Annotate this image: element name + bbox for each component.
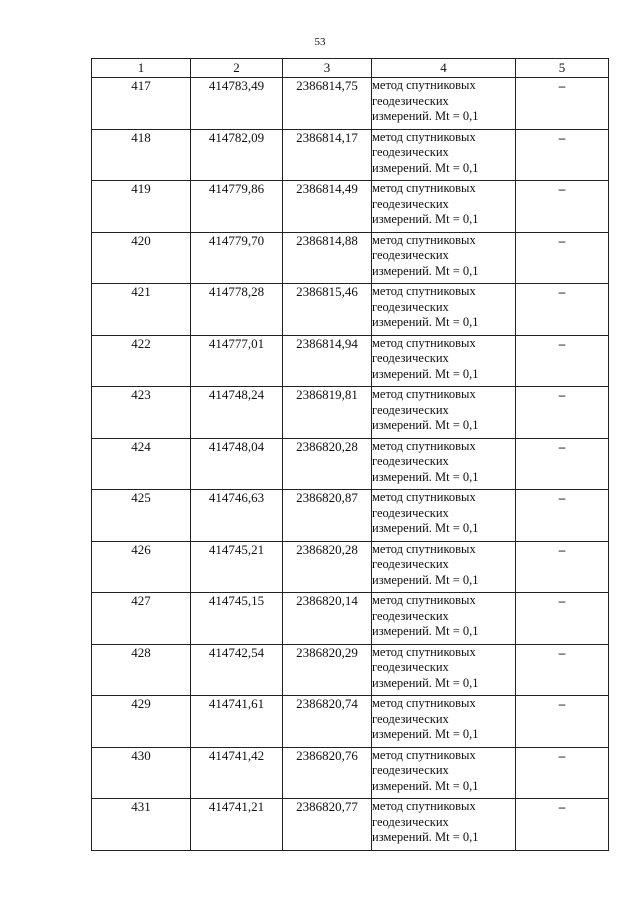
method-cell — [372, 490, 516, 542]
method-line: метод спутниковых — [372, 644, 476, 659]
x-coordinate-cell: 414779,70 — [191, 232, 283, 284]
y-coordinate-cell: 2386820,29 — [283, 644, 372, 696]
table-row — [92, 78, 609, 130]
y-coordinate-cell: 2386819,81 — [283, 387, 372, 439]
note-cell: – — [516, 541, 609, 593]
note-cell: – — [516, 387, 609, 439]
y-coordinate-cell: 2386820,14 — [283, 593, 372, 645]
point-number-cell: 419 — [92, 181, 191, 233]
method-line: измерений. Mt = 0,1 — [372, 830, 479, 844]
point-number-cell: 424 — [92, 438, 191, 490]
x-coordinate-cell: 414779,86 — [191, 181, 283, 233]
page-number: 53 — [314, 36, 326, 48]
point-number-cell: 422 — [92, 335, 191, 387]
x-coordinate-cell: 414741,42 — [191, 747, 283, 799]
y-coordinate-cell: 2386814,94 — [283, 335, 372, 387]
y-coordinate-cell: 2386820,77 — [283, 799, 372, 851]
x-coordinate-cell: 414782,09 — [191, 129, 283, 181]
note-cell: – — [516, 593, 609, 645]
method-cell — [372, 387, 516, 439]
method-line: метод спутниковых — [372, 284, 476, 298]
point-number-cell: 423 — [92, 387, 191, 439]
y-coordinate-cell: 2386820,28 — [283, 438, 372, 490]
point-number-cell: 425 — [92, 490, 191, 542]
method-line: измерений. Mt = 0,1 — [372, 572, 479, 587]
method-line: измерений. Mt = 0,1 — [372, 212, 479, 226]
method-line: геодезических — [372, 814, 449, 829]
method-cell — [372, 284, 516, 336]
method-cell — [372, 181, 516, 233]
note-cell: – — [516, 129, 609, 181]
x-coordinate-cell: 414745,15 — [191, 593, 283, 645]
method-line: метод спутниковых — [372, 696, 476, 710]
method-line: геодезических — [372, 248, 449, 262]
method-line: геодезических — [372, 402, 449, 417]
column-header-1: 1 — [92, 59, 191, 78]
note-cell: – — [516, 181, 609, 233]
column-header-3: 3 — [283, 59, 372, 78]
method-line: метод спутниковых — [372, 181, 476, 195]
note-cell: – — [516, 232, 609, 284]
method-line: геодезических — [372, 711, 449, 726]
method-line: геодезических — [372, 660, 449, 674]
table-row — [92, 438, 609, 490]
table-row — [92, 284, 609, 336]
x-coordinate-cell: 414745,21 — [191, 541, 283, 593]
method-line: измерений. Mt = 0,1 — [372, 263, 479, 278]
method-cell — [372, 593, 516, 645]
coordinates-table — [91, 58, 609, 851]
method-line: метод спутниковых — [372, 541, 476, 556]
x-coordinate-cell: 414778,28 — [191, 284, 283, 336]
y-coordinate-cell: 2386820,74 — [283, 696, 372, 748]
point-number-cell: 420 — [92, 232, 191, 284]
method-line: измерений. Mt = 0,1 — [372, 778, 479, 793]
table-row — [92, 696, 609, 748]
method-line: измерений. Mt = 0,1 — [372, 160, 479, 175]
table-row — [92, 747, 609, 799]
column-header-4: 4 — [372, 59, 516, 78]
y-coordinate-cell: 2386814,88 — [283, 232, 372, 284]
table-row — [92, 541, 609, 593]
point-number-cell: 417 — [92, 78, 191, 130]
point-number-cell: 428 — [92, 644, 191, 696]
method-line: геодезических — [372, 557, 449, 571]
method-line: измерений. Mt = 0,1 — [372, 521, 479, 535]
note-cell: – — [516, 78, 609, 130]
point-number-cell: 418 — [92, 129, 191, 181]
method-line: метод спутниковых — [372, 747, 476, 762]
note-cell: – — [516, 284, 609, 336]
y-coordinate-cell: 2386814,17 — [283, 129, 372, 181]
table-row — [92, 490, 609, 542]
method-cell — [372, 335, 516, 387]
method-line: измерений. Mt = 0,1 — [372, 418, 479, 432]
note-cell: – — [516, 335, 609, 387]
note-cell: – — [516, 438, 609, 490]
table-row — [92, 181, 609, 233]
table-row — [92, 799, 609, 851]
x-coordinate-cell: 414742,54 — [191, 644, 283, 696]
x-coordinate-cell: 414748,24 — [191, 387, 283, 439]
point-number-cell: 427 — [92, 593, 191, 645]
method-line: метод спутниковых — [372, 129, 476, 144]
x-coordinate-cell: 414741,21 — [191, 799, 283, 851]
note-cell: – — [516, 696, 609, 748]
method-line: метод спутниковых — [372, 387, 476, 401]
x-coordinate-cell: 414746,63 — [191, 490, 283, 542]
method-line: измерений. Mt = 0,1 — [372, 624, 479, 638]
method-cell — [372, 541, 516, 593]
y-coordinate-cell: 2386814,75 — [283, 78, 372, 130]
note-cell: – — [516, 747, 609, 799]
point-number-cell: 430 — [92, 747, 191, 799]
method-line: геодезических — [372, 93, 449, 108]
method-line: измерений. Mt = 0,1 — [372, 727, 479, 741]
note-cell: – — [516, 490, 609, 542]
method-line: геодезических — [372, 454, 449, 468]
y-coordinate-cell: 2386820,28 — [283, 541, 372, 593]
y-coordinate-cell: 2386815,46 — [283, 284, 372, 336]
method-line: метод спутниковых — [372, 232, 476, 247]
method-line: геодезических — [372, 763, 449, 777]
table-row — [92, 335, 609, 387]
method-cell — [372, 799, 516, 851]
method-line: геодезических — [372, 145, 449, 159]
y-coordinate-cell: 2386820,87 — [283, 490, 372, 542]
method-line: геодезических — [372, 505, 449, 520]
method-line: измерений. Mt = 0,1 — [372, 315, 479, 329]
note-cell: – — [516, 644, 609, 696]
note-cell: – — [516, 799, 609, 851]
method-line: геодезических — [372, 608, 449, 623]
method-cell — [372, 129, 516, 181]
table-row — [92, 593, 609, 645]
method-cell — [372, 747, 516, 799]
method-cell — [372, 232, 516, 284]
method-line: измерений. Mt = 0,1 — [372, 366, 479, 381]
y-coordinate-cell: 2386814,49 — [283, 181, 372, 233]
x-coordinate-cell: 414783,49 — [191, 78, 283, 130]
y-coordinate-cell: 2386820,76 — [283, 747, 372, 799]
table-row — [92, 232, 609, 284]
x-coordinate-cell: 414741,61 — [191, 696, 283, 748]
table-header-row — [92, 59, 609, 78]
method-line: метод спутниковых — [372, 593, 476, 607]
column-header-5: 5 — [516, 59, 609, 78]
method-cell — [372, 438, 516, 490]
method-cell — [372, 696, 516, 748]
method-cell — [372, 644, 516, 696]
point-number-cell: 431 — [92, 799, 191, 851]
method-line: метод спутниковых — [372, 335, 476, 350]
x-coordinate-cell: 414748,04 — [191, 438, 283, 490]
method-line: метод спутниковых — [372, 799, 476, 813]
method-line: метод спутниковых — [372, 78, 476, 92]
method-line: измерений. Mt = 0,1 — [372, 675, 479, 690]
method-line: метод спутниковых — [372, 438, 476, 453]
point-number-cell: 429 — [92, 696, 191, 748]
method-line: измерений. Mt = 0,1 — [372, 469, 479, 484]
table-body — [92, 78, 609, 851]
table-row — [92, 129, 609, 181]
x-coordinate-cell: 414777,01 — [191, 335, 283, 387]
method-line: метод спутниковых — [372, 490, 476, 504]
table-row — [92, 387, 609, 439]
method-line: геодезических — [372, 196, 449, 211]
method-line: геодезических — [372, 351, 449, 365]
point-number-cell: 426 — [92, 541, 191, 593]
point-number-cell: 421 — [92, 284, 191, 336]
column-header-2: 2 — [191, 59, 283, 78]
table-row — [92, 644, 609, 696]
method-line: измерений. Mt = 0,1 — [372, 109, 479, 123]
method-line: геодезических — [372, 299, 449, 314]
method-cell — [372, 78, 516, 130]
